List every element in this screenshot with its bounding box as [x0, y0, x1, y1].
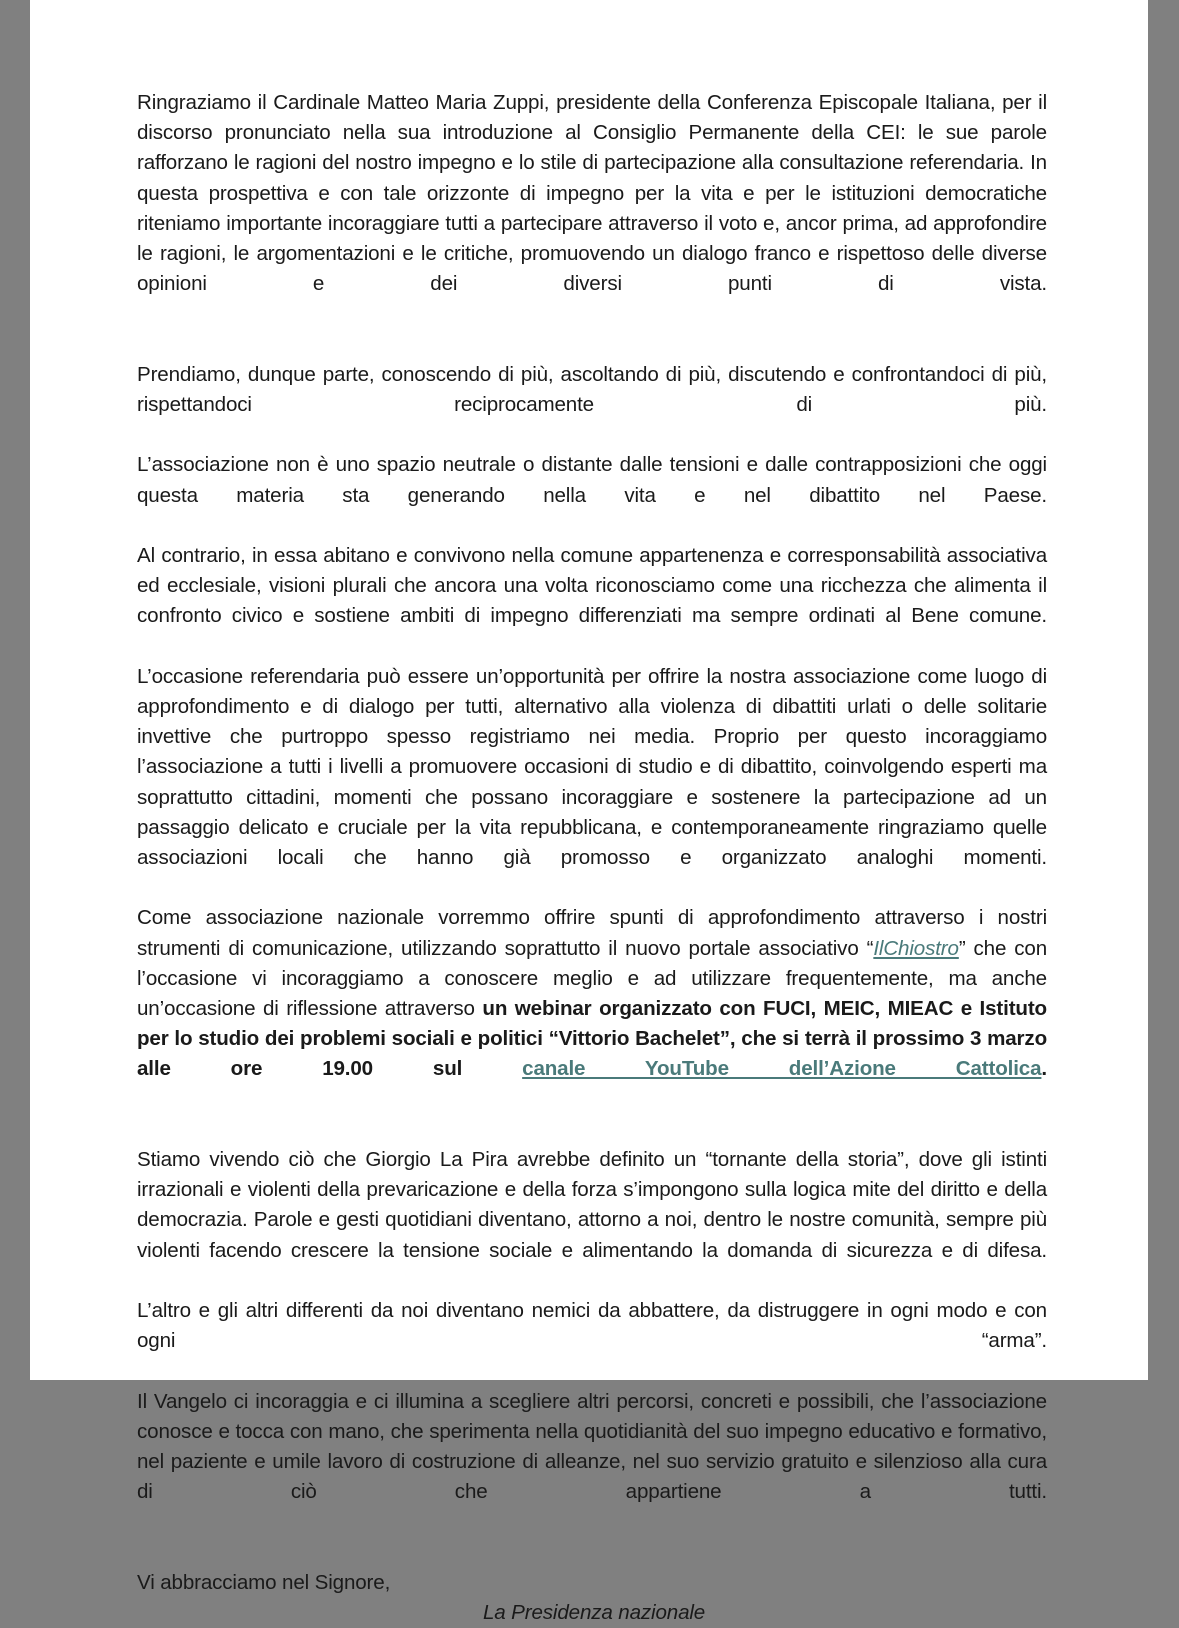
- paragraph-5: L’occasione referendaria può essere un’opportunità per offrire la nostra associazione come luogo di approfondimento e di dialogo per tutti, alternativo alla violenza di dibattiti urlati o delle solitarie invettive che purtroppo spesso registriamo nei media. Proprio per questo incoraggiamo l’associazione a tutti i livelli a promuovere occasioni di studio e di dibattito, coinvolgendo esperti ma soprattutto cittadini, momenti che possano incoraggiare e sostenere la partecipazione ad un passaggio delicato e cruciale per la vita repubblicana, e contemporaneamente ringraziamo quelle associazioni locali che hanno già promosso e organizzato analoghi momenti.: [137, 662, 1047, 904]
- link-ilchiostro[interactable]: IlChiostro: [873, 937, 958, 960]
- paragraph-4: Al contrario, in essa abitano e convivono nella comune appartenenza e corresponsabilità associativa ed ecclesiale, visioni plurali che ancora una volta riconosciamo come una ricchezza che alimenta il confronto civico e sostiene ambiti di impegno differenziati ma sempre ordinati al Bene comune.: [137, 541, 1047, 662]
- paragraph-7: Stiamo vivendo ciò che Giorgio La Pira avrebbe definito un “tornante della storia”, dove gli istinti irrazionali e violenti della prevaricazione e della forza s’impongono sulla logica mite del diritto e della democrazia. Parole e gesti quotidiani diventano, attorno a noi, dentro le nostre comunità, sempre più violenti facendo crescere la tensione sociale e alimentando la domanda di sicurezza e di difesa.: [137, 1145, 1047, 1296]
- paragraph-6-text-middle: ” che con l’occasione vi incoraggiamo a conoscere meglio e ad utilizzare frequentemente, ma anche un’occasione di riflessione attraverso: [137, 937, 1047, 1020]
- document-page: [30, 0, 1148, 1380]
- paragraph-6-webinar: [137, 903, 1047, 1114]
- closing-greeting: Vi abbracciamo nel Signore,: [137, 1568, 1047, 1598]
- link-youtube-azione-cattolica[interactable]: canale YouTube dell’Azione Cattolica: [522, 1057, 1041, 1080]
- paragraph-6-text-lead: Come associazione nazionale vorremmo offrire spunti di approfondimento attraverso i nostri strumenti di comunicazione, utilizzando soprattutto il nuovo portale associativo “: [137, 906, 1047, 959]
- paragraph-spacer: [137, 1538, 1047, 1568]
- paragraph-9: Il Vangelo ci incoraggia e ci illumina a scegliere altri percorsi, concreti e possibili, che l’associazione conosce e tocca con mano, che sperimenta nella quotidianità del suo impegno educativo e formativo, nel paziente e umile lavoro di costruzione di alleanze, nel suo servizio gratuito e silenzioso alla cura di ciò che appartiene a tutti.: [137, 1387, 1047, 1538]
- paragraph-6-text-end: .: [1041, 1057, 1047, 1080]
- signature-presidenza-nazionale: La Presidenza nazionale: [137, 1598, 1047, 1628]
- paragraph-1: Ringraziamo il Cardinale Matteo Maria Zuppi, presidente della Conferenza Episcopale Italiana, per il discorso pronunciato nella sua introduzione al Consiglio Permanente della CEI: le sue parole rafforzano le ragioni del nostro impegno e lo stile di partecipazione alla consultazione referendaria. In questa prospettiva e con tale orizzonte di impegno per la vita e per le istituzioni democratiche riteniamo importante incoraggiare tutti a partecipare attraverso il voto e, ancor prima, ad approfondire le ragioni, le argomentazioni e le critiche, promuovendo un dialogo franco e rispettoso delle diverse opinioni e dei diversi punti di vista.: [137, 88, 1047, 330]
- paragraph-6-webinar-bold: un webinar organizzato con FUCI, MEIC, MIEAC e Istituto per lo studio dei problemi sociali e politici “Vittorio Bachelet”, che si terrà il prossimo 3 marzo alle ore 19.00 sul: [137, 997, 1047, 1080]
- paragraph-3: L’associazione non è uno spazio neutrale o distante dalle tensioni e dalle contrapposizioni che oggi questa materia sta generando nella vita e nel dibattito nel Paese.: [137, 450, 1047, 541]
- document-text-body: [137, 88, 1047, 1628]
- paragraph-8: L’altro e gli altri differenti da noi diventano nemici da abbattere, da distruggere in ogni modo e con ogni “arma”.: [137, 1296, 1047, 1387]
- paragraph-2: Prendiamo, dunque parte, conoscendo di più, ascoltando di più, discutendo e confrontandoci di più, rispettandoci reciprocamente di più.: [137, 360, 1047, 451]
- paragraph-spacer: [137, 1115, 1047, 1145]
- paragraph-spacer: [137, 330, 1047, 360]
